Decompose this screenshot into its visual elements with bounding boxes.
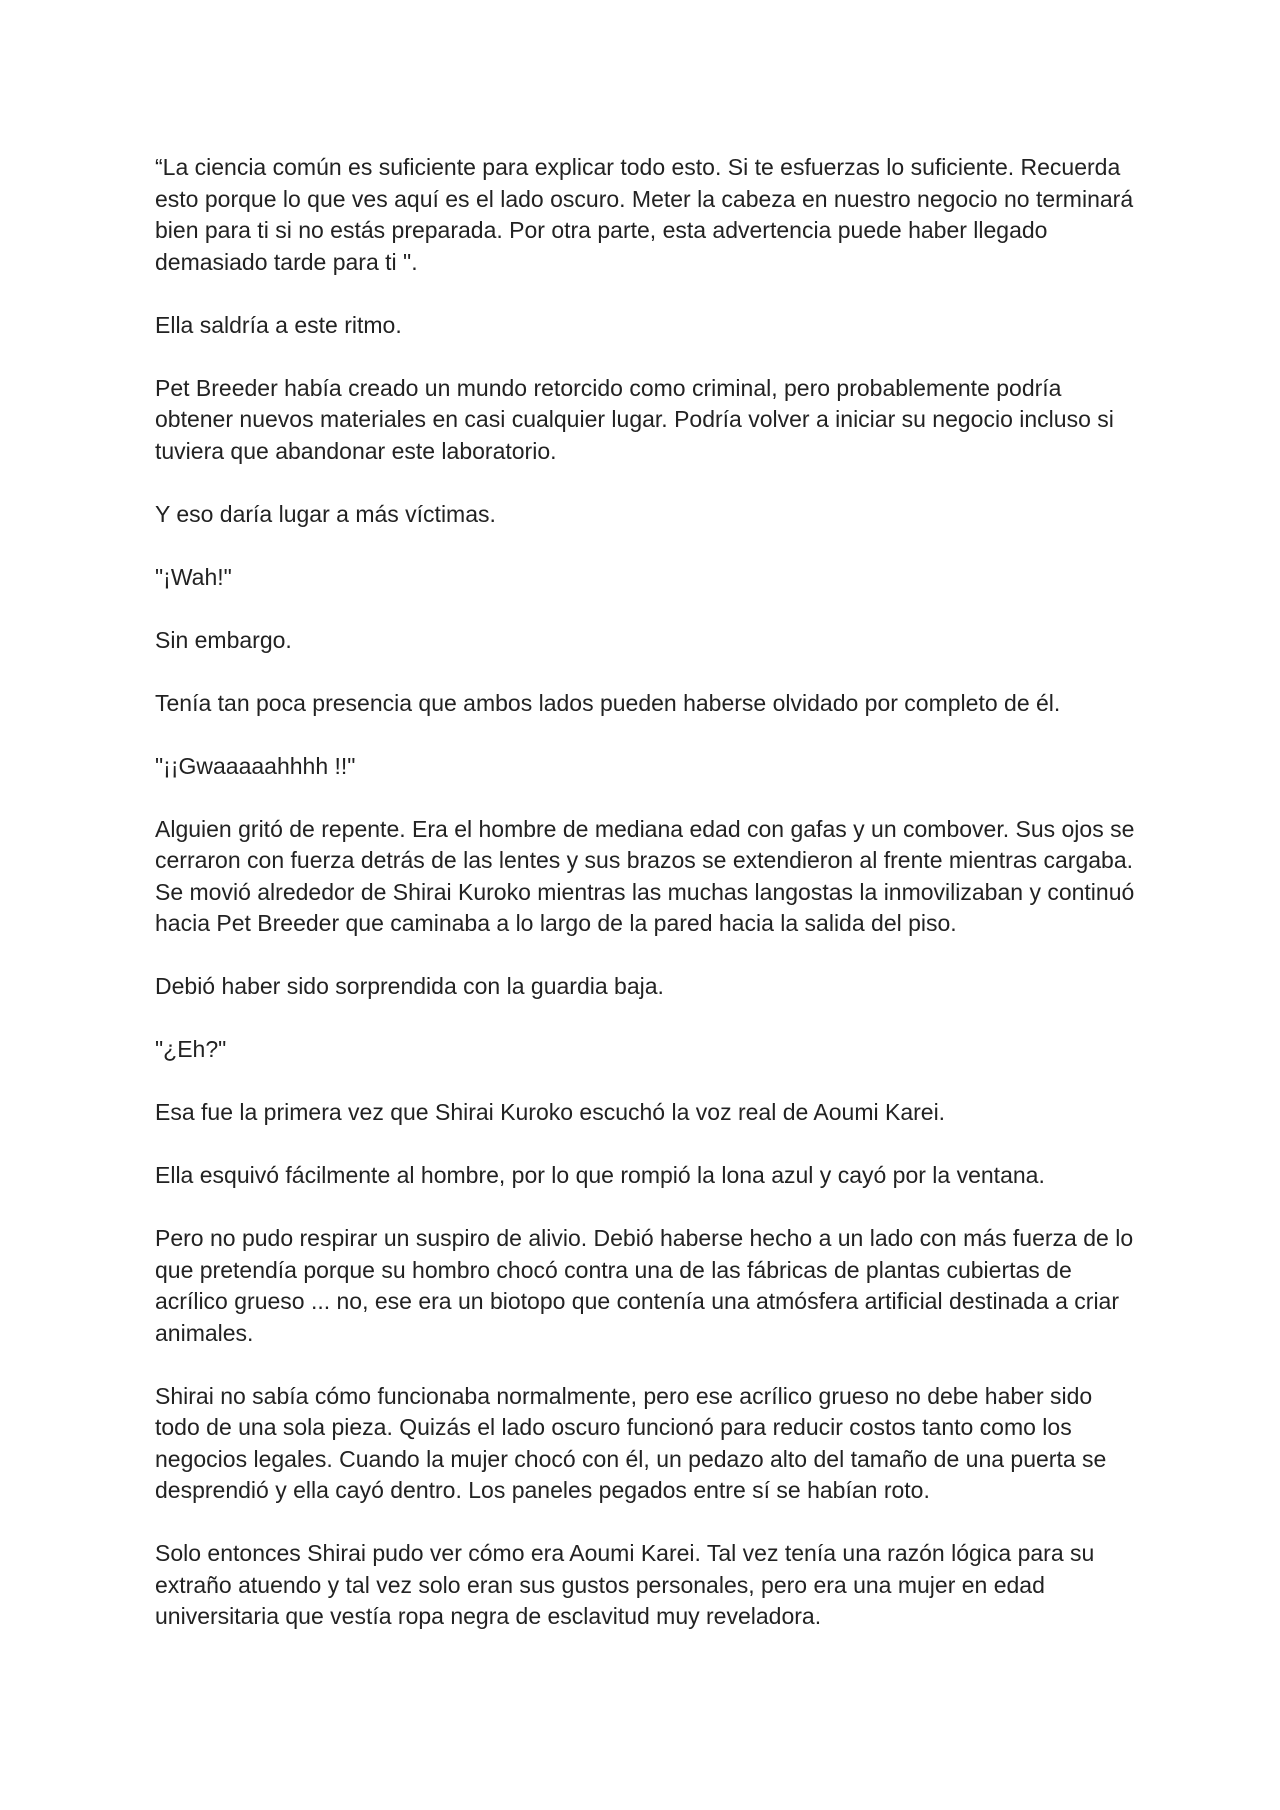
paragraph: “La ciencia común es suficiente para explicar todo esto. Si te esfuerzas lo suficiente. Recuerda esto porque lo que ves aquí es el lado oscuro. Meter la cabeza en nuestro negocio no terminará bien para ti si no estás preparada. Por otra parte, esta advertencia puede haber llegado demasiado tarde para ti ". [155, 154, 1134, 275]
paragraph: Shirai no sabía cómo funcionaba normalmente, pero ese acrílico grueso no debe haber sido todo de una sola pieza. Quizás el lado oscuro funcionó para reducir costos tanto como los negocios legales. Cuando la mujer chocó con él, un pedazo alto del tamaño de una puerta se desprendió y ella cayó dentro. Los paneles pegados entre sí se habían roto. [155, 1382, 1107, 1503]
paragraph: Sin embargo. [155, 626, 292, 653]
paragraph: Esa fue la primera vez que Shirai Kuroko escuchó la voz real de Aoumi Karei. [155, 1099, 946, 1125]
paragraph: Y eso daría lugar a más víctimas. [155, 500, 496, 527]
paragraph: Solo entonces Shirai pudo ver cómo era Aoumi Karei. Tal vez tenía una razón lógica para su extraño atuendo y tal vez solo eran sus gustos personales, pero era una mujer en edad universitaria que vestía ropa negra de esclavitud muy reveladora. [155, 1540, 1095, 1629]
paragraph: "¡¡Gwaaaaahhhh !!" [155, 752, 356, 779]
paragraph: Alguien gritó de repente. Era el hombre de mediana edad con gafas y un combover. Sus ojos se cerraron con fuerza detrás de las lentes y sus brazos se extendieron al frente mientras cargaba. Se movió alrededor de Shirai Kuroko mientras las muchas langostas la inmovilizaban y continuó hacia Pet Breeder que caminaba a lo largo de la pared hacia la salida del piso. [155, 815, 1135, 936]
paragraph: Tenía tan poca presencia que ambos lados pueden haberse olvidado por completo de él. [155, 689, 1061, 716]
paragraph: Pero no pudo respirar un suspiro de alivio. Debió haberse hecho a un lado con más fuerza de lo que pretendía porque su hombro chocó contra una de las fábricas de plantas cubiertas de acrílico grueso ... no, ese era un biotopo que contenía una atmósfera artificial destinada a criar animales. [155, 1225, 1134, 1346]
paragraph: Pet Breeder había creado un mundo retorcido como criminal, pero probablemente podría obtener nuevos materiales en casi cualquier lugar. Podría volver a iniciar su negocio incluso si tuviera que abandonar este laboratorio. [155, 374, 1114, 464]
paragraph: Ella saldría a este ritmo. [155, 311, 402, 338]
document-body [155, 152, 1139, 1664]
paragraph: "¿Eh?" [155, 1036, 227, 1062]
paragraph: "¡Wah!" [155, 563, 232, 590]
paragraph: Ella esquivó fácilmente al hombre, por lo que rompió la lona azul y cayó por la ventana. [155, 1162, 1045, 1188]
paragraph: Debió haber sido sorprendida con la guardia baja. [155, 973, 664, 999]
